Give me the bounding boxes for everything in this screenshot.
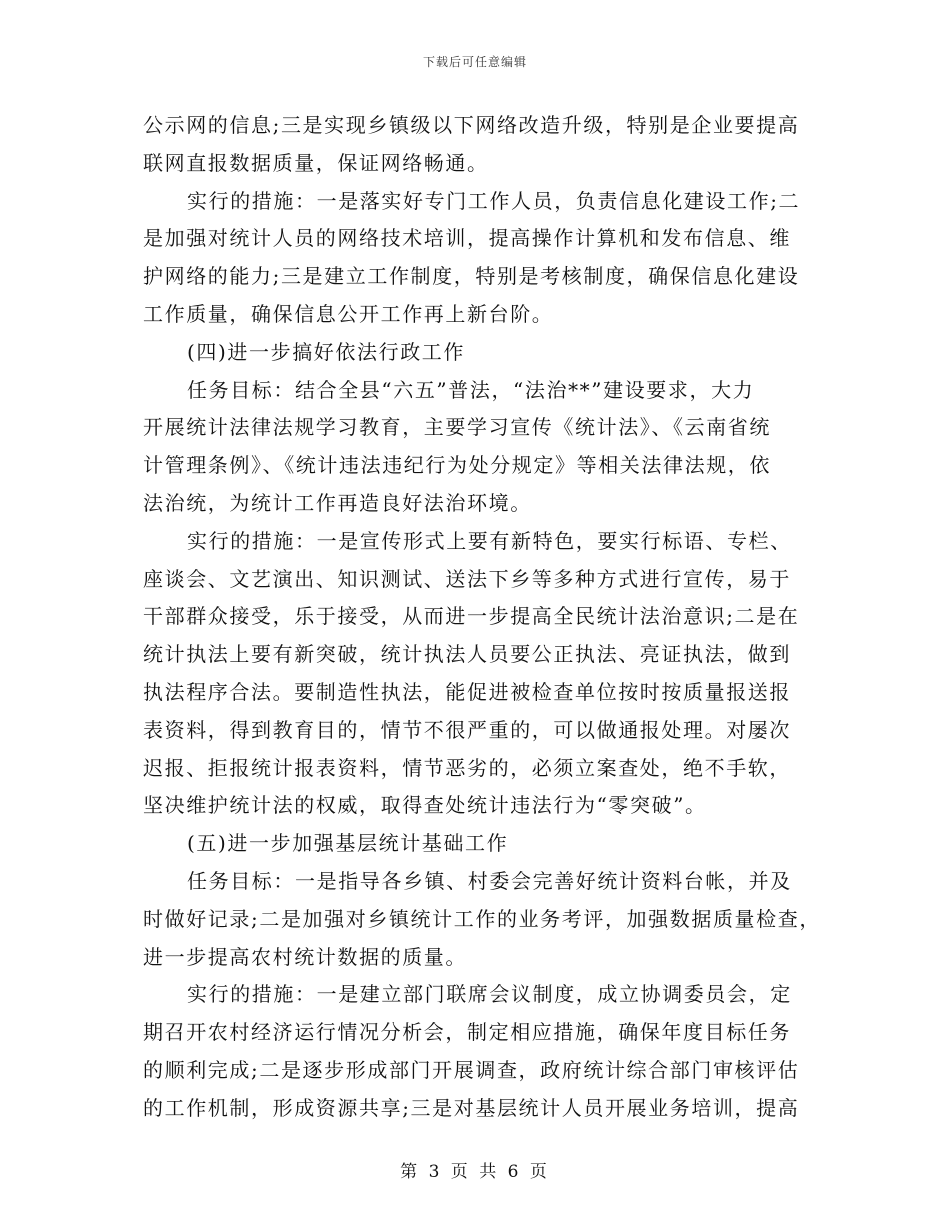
text-line: (四)进一步搞好依法行政工作 xyxy=(187,339,466,364)
text-line: 时做好记录;二是加强对乡镇统计工作的业务考评，加强数据质量检查， xyxy=(143,906,821,931)
text-line: 坚决维护统计法的权威，取得查处统计违法行为“零突破”。 xyxy=(143,793,707,818)
document-body xyxy=(143,107,821,1128)
text-line: 统计执法上要有新突破，统计执法人员要公正执法、亮证执法，做到 xyxy=(143,642,791,667)
text-line: (五)进一步加强基层统计基础工作 xyxy=(187,831,509,856)
text-line: 工作质量，确保信息公开工作再上新台阶。 xyxy=(143,301,554,326)
text-line: 实行的措施：一是宣传形式上要有新特色，要实行标语、专栏、 xyxy=(187,528,792,553)
text-line: 任务目标：一是指导各乡镇、村委会完善好统计资料台帐，并及 xyxy=(187,868,792,893)
text-line: 开展统计法律法规学习教育，主要学习宣传《统计法》、《云南省统 xyxy=(143,415,771,440)
text-line: 执法程序合法。要制造性执法，能促进被检查单位按时按质量报送报 xyxy=(143,679,791,704)
text-line: 实行的措施：一是落实好专门工作人员，负责信息化建设工作;二 xyxy=(187,188,801,213)
page-number: 第 3 页 共 6 页 xyxy=(400,1162,550,1182)
text-line: 迟报、拒报统计报表资料，情节恶劣的，必须立案查处，绝不手软， xyxy=(143,755,791,780)
text-line: 护网络的能力;三是建立工作制度，特别是考核制度，确保信息化建设 xyxy=(143,264,800,289)
text-line: 实行的措施：一是建立部门联席会议制度，成立协调委员会，定 xyxy=(187,982,792,1007)
text-line: 的顺利完成;二是逐步形成部门开展调查，政府统计综合部门审核评估 xyxy=(143,1057,800,1082)
text-line: 是加强对统计人员的网络技术培训，提高操作计算机和发布信息、维 xyxy=(143,226,791,251)
text-line: 表资料，得到教育目的，情节不很严重的，可以做通报处理。对屡次 xyxy=(143,717,791,742)
text-line: 法治统，为统计工作再造良好法治环境。 xyxy=(143,490,532,515)
text-line: 的工作机制，形成资源共享;三是对基层统计人员开展业务培训，提高 xyxy=(143,1095,800,1120)
text-line: 期召开农村经济运行情况分析会，制定相应措施，确保年度目标任务 xyxy=(143,1020,791,1045)
text-line: 计管理条例》、《统计违法违纪行为处分规定》等相关法律法规，依 xyxy=(143,453,771,478)
page-header: 下载后可任意编辑 xyxy=(422,55,527,69)
text-line: 进一步提高农村统计数据的质量。 xyxy=(143,944,467,969)
text-line: 公示网的信息;三是实现乡镇级以下网络改造升级，特别是企业要提高 xyxy=(143,113,800,137)
text-line: 任务目标：结合全县“六五”普法，“法治**”建设要求，大力 xyxy=(187,377,755,402)
text-line: 座谈会、文艺演出、知识测试、送法下乡等多种方式进行宣传，易于 xyxy=(143,566,791,591)
text-line: 联网直报数据质量，保证网络畅通。 xyxy=(143,150,489,175)
text-line: 干部群众接受，乐于接受，从而进一步提高全民统计法治意识;二是在 xyxy=(143,604,800,629)
